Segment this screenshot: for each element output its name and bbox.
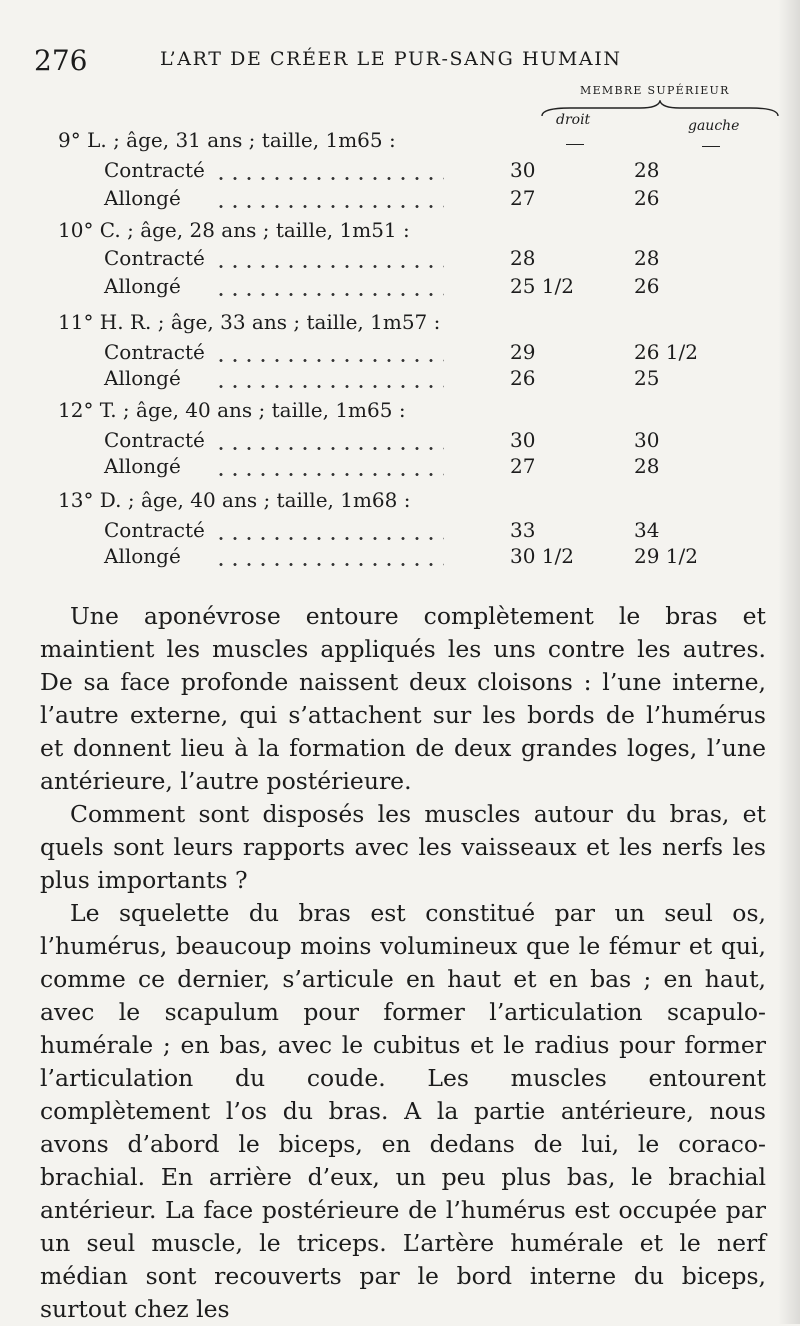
measurement-row [104,366,744,394]
value-right: 27 [510,186,536,210]
value-left: 26 [634,186,660,210]
subject-heading: 11° H. R. ; âge, 33 ans ; taille, 1m57 : [58,310,441,334]
measurement-row [104,518,744,546]
measurement-row [104,274,744,302]
value-right: 26 [510,366,536,390]
value-left: 26 [634,274,660,298]
measurement-row [104,340,744,368]
subject-heading: 13° D. ; âge, 40 ans ; taille, 1m68 : [58,488,411,512]
value-right: 33 [510,518,536,542]
subject-heading: 10° C. ; âge, 28 ans ; taille, 1m51 : [58,218,410,242]
measurement-label: Allongé [104,454,181,478]
measurement-row [104,544,744,572]
value-right: 30 [510,428,536,452]
measurement-label: Allongé [104,274,181,298]
measurement-row [104,158,744,186]
value-right: 25 1/2 [510,274,574,298]
measurement-label: Allongé [104,186,181,210]
measurement-row [104,186,744,214]
measurement-label: Contracté [104,158,205,182]
column-header-left: gauche [688,118,740,134]
value-left: 29 1/2 [634,544,698,568]
value-right: 30 [510,158,536,182]
measurement-label: Contracté [104,246,205,270]
value-left: 28 [634,246,660,270]
value-left: 28 [634,158,660,182]
measurement-row [104,454,744,482]
value-left: 26 1/2 [634,340,698,364]
paragraph: Le squelette du bras est constitué par un seul os, l’humérus, beaucoup moins volumineux que le fémur et qui, comme ce dernier, s’articule en haut et en bas ; en haut, avec le scapulum pour former l’articulation scapulo-humérale ; en bas, avec le cubitus et le radius pour former l’articulation du coude. Les muscles entourent complètement l’os du bras. A la partie antérieure, nous avons d’abord le biceps, en dedans de lui, le coraco-brachial. En arrière d’eux, un peu plus bas, le brachial antérieur. La face postérieure de l’humérus est occupée par un seul muscle, le triceps. L’artère humérale et le nerf médian sont recouverts par le bord interne du biceps, surtout chez les [40,899,766,1323]
page-number: 276 [34,44,88,77]
value-right: 27 [510,454,536,478]
value-left: 28 [634,454,660,478]
body-text [40,600,766,1326]
value-left: 34 [634,518,660,542]
measurement-row [104,428,744,456]
measurement-label: Allongé [104,544,181,568]
value-left: 30 [634,428,660,452]
paragraph: Une aponévrose entoure complètement le bras et maintient les muscles appliqués les uns contre les autres. De sa face profonde naissent deux cloisons : l’une interne, l’autre externe, qui s’attachent sur les bords de l’humérus et donnent lieu à la formation de deux grandes loges, l’une antérieure, l’autre postérieure. [40,602,766,795]
subject-heading: 12° T. ; âge, 40 ans ; taille, 1m65 : [58,398,406,422]
measurement-label: Contracté [104,518,205,542]
measurement-label: Contracté [104,340,205,364]
column-group-title: MEMBRE SUPÉRIEUR [580,84,730,97]
paragraph: Comment sont disposés les muscles autour du bras, et quels sont leurs rapports avec les vaisseaux et les nerfs les plus importants ? [40,800,766,894]
measurement-row [104,246,744,274]
column-header-right: droit [556,112,591,128]
value-right: 30 1/2 [510,544,574,568]
measurement-table [0,0,800,600]
value-right: 29 [510,340,536,364]
measurement-label: Allongé [104,366,181,390]
value-right: 28 [510,246,536,270]
subject-heading: 9° L. ; âge, 31 ans ; taille, 1m65 : [58,128,396,152]
measurement-label: Contracté [104,428,205,452]
value-left: 25 [634,366,660,390]
running-head: L’ART DE CRÉER LE PUR-SANG HUMAIN [160,48,622,70]
